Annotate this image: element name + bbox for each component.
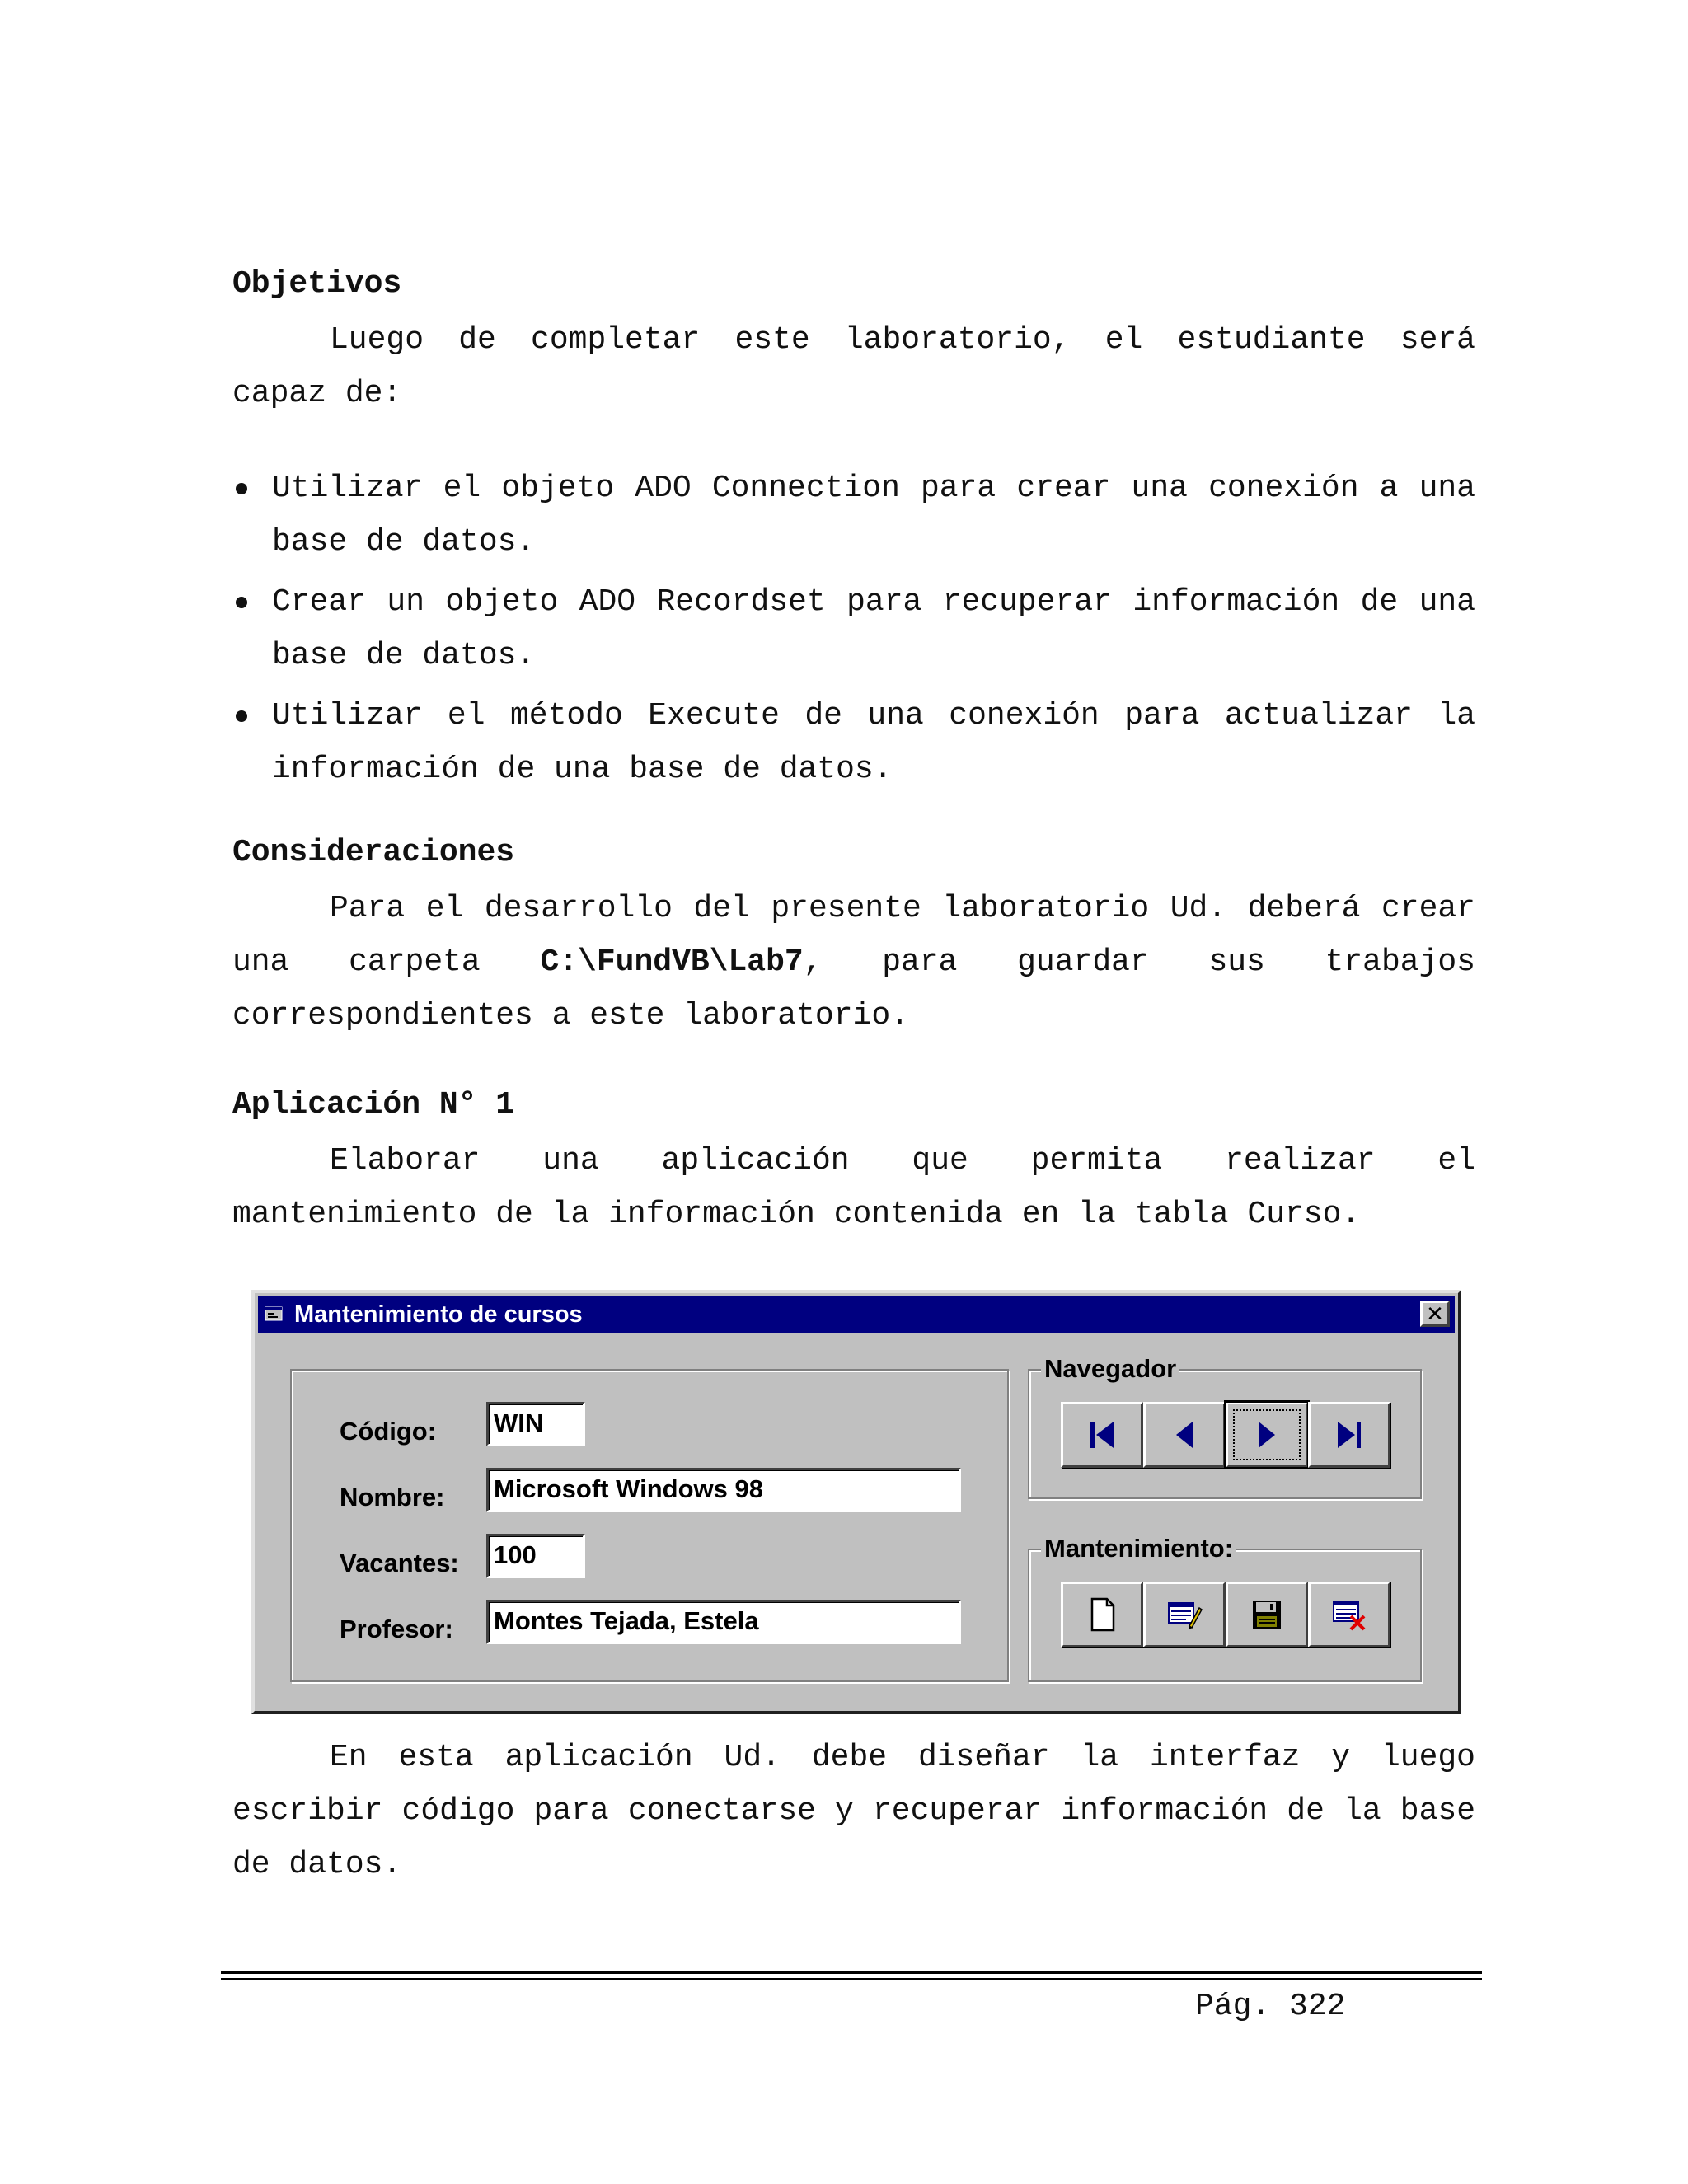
previous-record-button[interactable] <box>1143 1402 1226 1468</box>
vacantes-label: Vacantes: <box>340 1549 459 1577</box>
close-button[interactable] <box>1420 1301 1450 1327</box>
closing-text: En esta aplicación Ud. debe diseñar la interfaz y luego escribir código para conectarse y recuperar información de la base de datos. <box>232 1740 1475 1882</box>
bullet-icon <box>236 710 247 722</box>
edit-icon <box>1166 1596 1203 1633</box>
list-item: Utilizar el objeto ADO Connection para crear una conexión a una base de datos. <box>232 462 1475 569</box>
navegador-frame <box>1028 1354 1422 1499</box>
new-record-button[interactable] <box>1061 1582 1143 1647</box>
codigo-input[interactable]: WIN <box>486 1402 585 1446</box>
footer-divider <box>221 1978 1482 1980</box>
data-frame <box>290 1369 1009 1682</box>
last-record-button[interactable] <box>1308 1402 1390 1468</box>
folder-path: C:\FundVB\Lab7 <box>540 944 804 980</box>
window-titlebar[interactable] <box>258 1296 1455 1333</box>
nombre-label: Nombre: <box>340 1483 445 1511</box>
codigo-label: Código: <box>340 1417 437 1446</box>
window-title: Mantenimiento de cursos <box>294 1301 583 1328</box>
next-record-button[interactable] <box>1226 1402 1308 1468</box>
profesor-input[interactable]: Montes Tejada, Estela <box>486 1600 961 1644</box>
last-record-icon <box>1334 1418 1364 1451</box>
nombre-input[interactable]: Microsoft Windows 98 <box>486 1468 961 1512</box>
next-record-icon <box>1252 1418 1282 1451</box>
mantenimiento-frame <box>1028 1534 1422 1682</box>
bullet-icon <box>236 483 247 494</box>
close-icon: ✕ <box>1426 1301 1444 1326</box>
consideraciones-text: Para el desarrollo del presente laboratorio Ud. deberá crear una carpeta C:\FundVB\Lab7, para guardar sus trabajos correspondientes a este laboratorio. <box>232 891 1475 1033</box>
first-record-icon <box>1087 1418 1117 1451</box>
aplicacion-text: Elaborar una aplicación que permita realizar el mantenimiento de la información contenida en la tabla Curso. <box>232 1143 1475 1232</box>
objetivos-list <box>232 462 1475 803</box>
new-document-icon <box>1085 1596 1118 1633</box>
first-record-button[interactable] <box>1061 1402 1143 1468</box>
bullet-icon <box>236 597 247 608</box>
save-disk-icon <box>1250 1598 1283 1631</box>
delete-record-button[interactable] <box>1308 1582 1390 1647</box>
navegador-title: Navegador <box>1041 1352 1179 1385</box>
list-item: Utilizar el método Execute de una conexión para actualizar la información de una base de datos. <box>232 689 1475 796</box>
app-form-icon <box>265 1305 283 1323</box>
objetivos-heading: Objetivos <box>232 266 402 302</box>
delete-icon <box>1331 1596 1367 1633</box>
aplicacion-heading: Aplicación N° 1 <box>232 1087 515 1122</box>
profesor-label: Profesor: <box>340 1615 453 1643</box>
list-item: Crear un objeto ADO Recordset para recuperar información de una base de datos. <box>232 575 1475 682</box>
previous-record-icon <box>1170 1418 1199 1451</box>
save-record-button[interactable] <box>1226 1582 1308 1647</box>
vacantes-input[interactable]: 100 <box>486 1534 585 1578</box>
mantenimiento-title: Mantenimiento: <box>1041 1532 1236 1565</box>
objetivos-intro: Luego de completar este laboratorio, el estudiante será capaz de: <box>232 322 1475 411</box>
mantenimiento-window <box>251 1290 1461 1714</box>
consideraciones-heading: Consideraciones <box>232 835 515 870</box>
edit-record-button[interactable] <box>1143 1582 1226 1647</box>
footer-divider <box>221 1971 1482 1974</box>
page-number: Pág. 322 <box>1195 1989 1346 2024</box>
